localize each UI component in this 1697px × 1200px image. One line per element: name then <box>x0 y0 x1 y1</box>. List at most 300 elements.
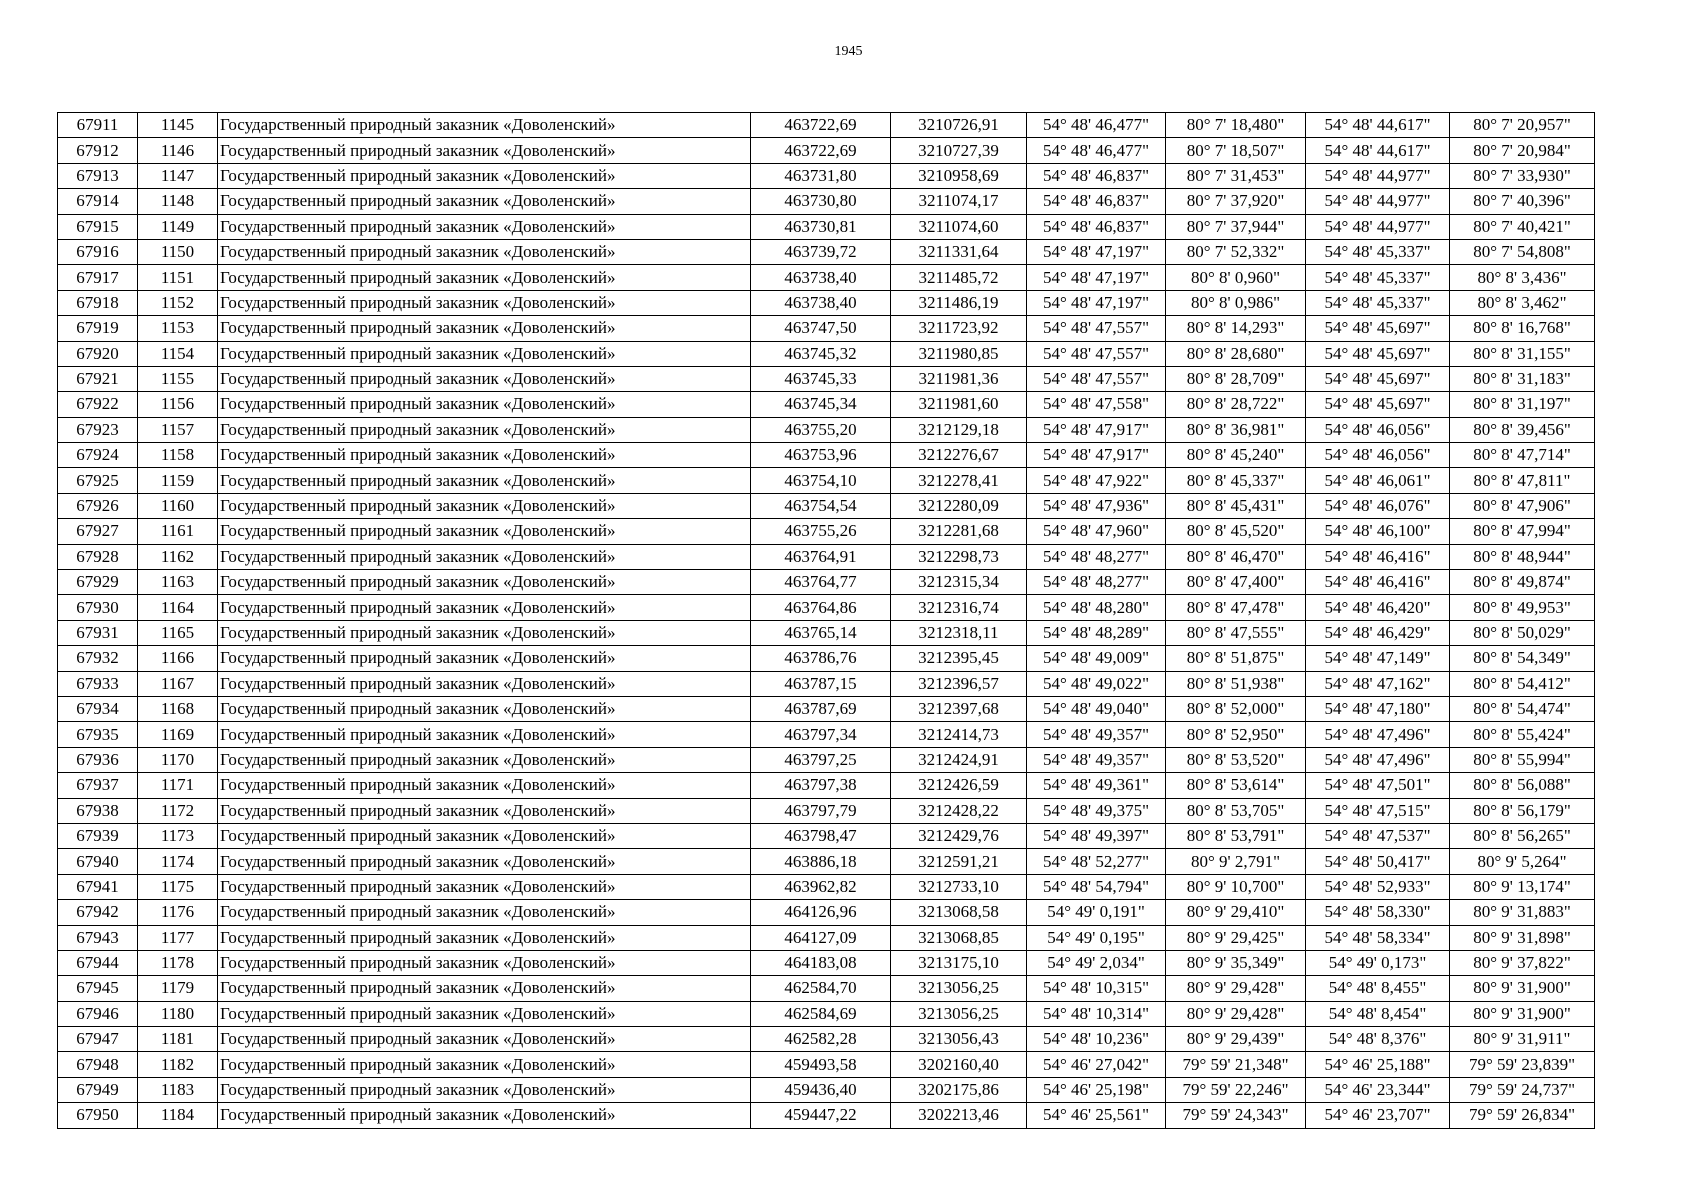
object-name-cell: Государственный природный заказник «Доволенский» <box>218 1027 751 1052</box>
longitude-2-cell: 80° 8' 47,906" <box>1450 493 1595 518</box>
table-row <box>58 570 1595 595</box>
longitude-2-cell: 79° 59' 23,839" <box>1450 1052 1595 1077</box>
x-coordinate-cell: 462584,70 <box>751 976 891 1001</box>
y-coordinate-cell: 3213068,85 <box>891 925 1027 950</box>
latitude-2-cell: 54° 48' 46,076" <box>1306 493 1450 518</box>
y-coordinate-cell: 3211981,36 <box>891 366 1027 391</box>
latitude-2-cell: 54° 48' 45,697" <box>1306 316 1450 341</box>
longitude-2-cell: 80° 9' 31,898" <box>1450 925 1595 950</box>
latitude-2-cell: 54° 48' 45,697" <box>1306 392 1450 417</box>
longitude-2-cell: 80° 8' 47,714" <box>1450 443 1595 468</box>
latitude-1-cell: 54° 48' 47,557" <box>1027 366 1166 391</box>
longitude-2-cell: 80° 8' 54,412" <box>1450 671 1595 696</box>
latitude-2-cell: 54° 48' 45,697" <box>1306 366 1450 391</box>
object-name-cell: Государственный природный заказник «Доволенский» <box>218 570 751 595</box>
row-id-cell: 67924 <box>58 443 138 468</box>
table-row <box>58 925 1595 950</box>
y-coordinate-cell: 3213056,43 <box>891 1027 1027 1052</box>
latitude-2-cell: 54° 48' 46,056" <box>1306 443 1450 468</box>
latitude-2-cell: 54° 48' 8,455" <box>1306 976 1450 1001</box>
object-name-cell: Государственный природный заказник «Доволенский» <box>218 138 751 163</box>
object-name-cell: Государственный природный заказник «Доволенский» <box>218 239 751 264</box>
latitude-1-cell: 54° 48' 10,315" <box>1027 976 1166 1001</box>
y-coordinate-cell: 3212396,57 <box>891 671 1027 696</box>
row-id-cell: 67917 <box>58 265 138 290</box>
latitude-2-cell: 54° 48' 47,496" <box>1306 747 1450 772</box>
object-name-cell: Государственный природный заказник «Доволенский» <box>218 823 751 848</box>
latitude-1-cell: 54° 48' 47,922" <box>1027 468 1166 493</box>
longitude-2-cell: 80° 8' 55,424" <box>1450 722 1595 747</box>
object-name-cell: Государственный природный заказник «Доволенский» <box>218 722 751 747</box>
point-number-cell: 1148 <box>138 189 218 214</box>
longitude-2-cell: 80° 8' 39,456" <box>1450 417 1595 442</box>
longitude-1-cell: 80° 9' 2,791" <box>1166 849 1306 874</box>
point-number-cell: 1160 <box>138 493 218 518</box>
latitude-2-cell: 54° 48' 58,334" <box>1306 925 1450 950</box>
latitude-1-cell: 54° 48' 47,197" <box>1027 239 1166 264</box>
point-number-cell: 1178 <box>138 950 218 975</box>
x-coordinate-cell: 463797,79 <box>751 798 891 823</box>
x-coordinate-cell: 463755,20 <box>751 417 891 442</box>
latitude-2-cell: 54° 48' 8,376" <box>1306 1027 1450 1052</box>
y-coordinate-cell: 3212426,59 <box>891 773 1027 798</box>
x-coordinate-cell: 463722,69 <box>751 113 891 138</box>
point-number-cell: 1150 <box>138 239 218 264</box>
object-name-cell: Государственный природный заказник «Доволенский» <box>218 366 751 391</box>
longitude-2-cell: 80° 8' 3,436" <box>1450 265 1595 290</box>
x-coordinate-cell: 463730,80 <box>751 189 891 214</box>
longitude-2-cell: 80° 7' 20,984" <box>1450 138 1595 163</box>
table-row <box>58 798 1595 823</box>
longitude-1-cell: 80° 8' 51,875" <box>1166 646 1306 671</box>
y-coordinate-cell: 3212591,21 <box>891 849 1027 874</box>
longitude-2-cell: 80° 9' 31,911" <box>1450 1027 1595 1052</box>
x-coordinate-cell: 463764,77 <box>751 570 891 595</box>
longitude-1-cell: 80° 8' 45,240" <box>1166 443 1306 468</box>
row-id-cell: 67943 <box>58 925 138 950</box>
row-id-cell: 67918 <box>58 290 138 315</box>
latitude-2-cell: 54° 48' 46,416" <box>1306 544 1450 569</box>
latitude-1-cell: 54° 48' 49,375" <box>1027 798 1166 823</box>
y-coordinate-cell: 3211723,92 <box>891 316 1027 341</box>
table-row <box>58 138 1595 163</box>
object-name-cell: Государственный природный заказник «Доволенский» <box>218 671 751 696</box>
x-coordinate-cell: 459493,58 <box>751 1052 891 1077</box>
longitude-1-cell: 80° 7' 37,944" <box>1166 214 1306 239</box>
point-number-cell: 1172 <box>138 798 218 823</box>
row-id-cell: 67928 <box>58 544 138 569</box>
object-name-cell: Государственный природный заказник «Доволенский» <box>218 1077 751 1102</box>
point-number-cell: 1153 <box>138 316 218 341</box>
latitude-1-cell: 54° 48' 47,936" <box>1027 493 1166 518</box>
latitude-1-cell: 54° 46' 25,198" <box>1027 1077 1166 1102</box>
longitude-2-cell: 80° 8' 47,994" <box>1450 519 1595 544</box>
latitude-1-cell: 54° 48' 47,960" <box>1027 519 1166 544</box>
table-row <box>58 1027 1595 1052</box>
table-row <box>58 620 1595 645</box>
longitude-2-cell: 79° 59' 26,834" <box>1450 1103 1595 1128</box>
latitude-1-cell: 54° 48' 49,009" <box>1027 646 1166 671</box>
longitude-1-cell: 80° 8' 47,478" <box>1166 595 1306 620</box>
longitude-2-cell: 80° 8' 56,179" <box>1450 798 1595 823</box>
latitude-1-cell: 54° 48' 47,558" <box>1027 392 1166 417</box>
longitude-2-cell: 80° 9' 13,174" <box>1450 874 1595 899</box>
point-number-cell: 1174 <box>138 849 218 874</box>
latitude-2-cell: 54° 48' 44,617" <box>1306 138 1450 163</box>
latitude-1-cell: 54° 49' 0,195" <box>1027 925 1166 950</box>
longitude-2-cell: 80° 8' 56,265" <box>1450 823 1595 848</box>
x-coordinate-cell: 463745,34 <box>751 392 891 417</box>
table-row <box>58 1077 1595 1102</box>
longitude-2-cell: 80° 9' 37,822" <box>1450 950 1595 975</box>
latitude-2-cell: 54° 48' 8,454" <box>1306 1001 1450 1026</box>
longitude-2-cell: 80° 7' 20,957" <box>1450 113 1595 138</box>
table-row <box>58 493 1595 518</box>
row-id-cell: 67921 <box>58 366 138 391</box>
point-number-cell: 1169 <box>138 722 218 747</box>
longitude-1-cell: 80° 9' 29,439" <box>1166 1027 1306 1052</box>
page-number: 1945 <box>834 44 863 59</box>
y-coordinate-cell: 3212281,68 <box>891 519 1027 544</box>
latitude-1-cell: 54° 48' 54,794" <box>1027 874 1166 899</box>
table-row <box>58 950 1595 975</box>
point-number-cell: 1161 <box>138 519 218 544</box>
x-coordinate-cell: 459436,40 <box>751 1077 891 1102</box>
longitude-1-cell: 80° 8' 46,470" <box>1166 544 1306 569</box>
point-number-cell: 1157 <box>138 417 218 442</box>
point-number-cell: 1180 <box>138 1001 218 1026</box>
longitude-1-cell: 80° 8' 52,000" <box>1166 696 1306 721</box>
latitude-2-cell: 54° 48' 58,330" <box>1306 900 1450 925</box>
latitude-1-cell: 54° 48' 49,357" <box>1027 722 1166 747</box>
object-name-cell: Государственный природный заказник «Доволенский» <box>218 443 751 468</box>
table-row <box>58 341 1595 366</box>
point-number-cell: 1145 <box>138 113 218 138</box>
latitude-2-cell: 54° 48' 47,162" <box>1306 671 1450 696</box>
row-id-cell: 67929 <box>58 570 138 595</box>
table-row <box>58 290 1595 315</box>
longitude-2-cell: 80° 7' 40,421" <box>1450 214 1595 239</box>
point-number-cell: 1170 <box>138 747 218 772</box>
latitude-2-cell: 54° 48' 45,697" <box>1306 341 1450 366</box>
longitude-1-cell: 80° 8' 47,400" <box>1166 570 1306 595</box>
x-coordinate-cell: 463747,50 <box>751 316 891 341</box>
x-coordinate-cell: 463765,14 <box>751 620 891 645</box>
latitude-2-cell: 54° 48' 46,061" <box>1306 468 1450 493</box>
row-id-cell: 67937 <box>58 773 138 798</box>
latitude-1-cell: 54° 48' 47,917" <box>1027 417 1166 442</box>
table-row <box>58 1052 1595 1077</box>
longitude-1-cell: 80° 8' 51,938" <box>1166 671 1306 696</box>
object-name-cell: Государственный природный заказник «Доволенский» <box>218 1001 751 1026</box>
y-coordinate-cell: 3212316,74 <box>891 595 1027 620</box>
table-row <box>58 519 1595 544</box>
object-name-cell: Государственный природный заказник «Доволенский» <box>218 950 751 975</box>
x-coordinate-cell: 463787,69 <box>751 696 891 721</box>
row-id-cell: 67926 <box>58 493 138 518</box>
coordinates-table <box>57 112 1595 1129</box>
latitude-2-cell: 54° 48' 50,417" <box>1306 849 1450 874</box>
x-coordinate-cell: 463962,82 <box>751 874 891 899</box>
x-coordinate-cell: 464126,96 <box>751 900 891 925</box>
point-number-cell: 1175 <box>138 874 218 899</box>
point-number-cell: 1162 <box>138 544 218 569</box>
y-coordinate-cell: 3202175,86 <box>891 1077 1027 1102</box>
longitude-1-cell: 80° 9' 29,425" <box>1166 925 1306 950</box>
row-id-cell: 67930 <box>58 595 138 620</box>
object-name-cell: Государственный природный заказник «Доволенский» <box>218 696 751 721</box>
y-coordinate-cell: 3212424,91 <box>891 747 1027 772</box>
latitude-2-cell: 54° 46' 23,707" <box>1306 1103 1450 1128</box>
point-number-cell: 1183 <box>138 1077 218 1102</box>
row-id-cell: 67933 <box>58 671 138 696</box>
y-coordinate-cell: 3213056,25 <box>891 976 1027 1001</box>
table-row <box>58 823 1595 848</box>
longitude-1-cell: 79° 59' 21,348" <box>1166 1052 1306 1077</box>
y-coordinate-cell: 3211331,64 <box>891 239 1027 264</box>
longitude-2-cell: 80° 7' 33,930" <box>1450 163 1595 188</box>
row-id-cell: 67938 <box>58 798 138 823</box>
row-id-cell: 67940 <box>58 849 138 874</box>
table-row <box>58 544 1595 569</box>
point-number-cell: 1165 <box>138 620 218 645</box>
longitude-1-cell: 80° 8' 45,337" <box>1166 468 1306 493</box>
x-coordinate-cell: 462584,69 <box>751 1001 891 1026</box>
table-row <box>58 773 1595 798</box>
latitude-1-cell: 54° 49' 2,034" <box>1027 950 1166 975</box>
x-coordinate-cell: 463754,54 <box>751 493 891 518</box>
y-coordinate-cell: 3213175,10 <box>891 950 1027 975</box>
table-row <box>58 595 1595 620</box>
object-name-cell: Государственный природный заказник «Доволенский» <box>218 900 751 925</box>
x-coordinate-cell: 463754,10 <box>751 468 891 493</box>
row-id-cell: 67932 <box>58 646 138 671</box>
longitude-2-cell: 80° 7' 40,396" <box>1450 189 1595 214</box>
longitude-2-cell: 80° 9' 31,900" <box>1450 976 1595 1001</box>
latitude-1-cell: 54° 48' 47,197" <box>1027 290 1166 315</box>
x-coordinate-cell: 464183,08 <box>751 950 891 975</box>
point-number-cell: 1173 <box>138 823 218 848</box>
x-coordinate-cell: 463798,47 <box>751 823 891 848</box>
row-id-cell: 67911 <box>58 113 138 138</box>
x-coordinate-cell: 463745,33 <box>751 366 891 391</box>
row-id-cell: 67913 <box>58 163 138 188</box>
x-coordinate-cell: 463738,40 <box>751 290 891 315</box>
latitude-2-cell: 54° 48' 44,617" <box>1306 113 1450 138</box>
latitude-2-cell: 54° 48' 46,420" <box>1306 595 1450 620</box>
longitude-2-cell: 80° 8' 48,944" <box>1450 544 1595 569</box>
latitude-2-cell: 54° 48' 47,149" <box>1306 646 1450 671</box>
x-coordinate-cell: 463797,38 <box>751 773 891 798</box>
latitude-1-cell: 54° 48' 46,477" <box>1027 113 1166 138</box>
object-name-cell: Государственный природный заказник «Доволенский» <box>218 290 751 315</box>
row-id-cell: 67936 <box>58 747 138 772</box>
latitude-1-cell: 54° 48' 48,280" <box>1027 595 1166 620</box>
longitude-1-cell: 80° 8' 47,555" <box>1166 620 1306 645</box>
table-row <box>58 722 1595 747</box>
latitude-2-cell: 54° 48' 46,429" <box>1306 620 1450 645</box>
row-id-cell: 67947 <box>58 1027 138 1052</box>
row-id-cell: 67935 <box>58 722 138 747</box>
latitude-2-cell: 54° 48' 47,496" <box>1306 722 1450 747</box>
x-coordinate-cell: 463764,86 <box>751 595 891 620</box>
point-number-cell: 1149 <box>138 214 218 239</box>
latitude-1-cell: 54° 46' 27,042" <box>1027 1052 1166 1077</box>
row-id-cell: 67923 <box>58 417 138 442</box>
row-id-cell: 67945 <box>58 976 138 1001</box>
y-coordinate-cell: 3211485,72 <box>891 265 1027 290</box>
point-number-cell: 1146 <box>138 138 218 163</box>
y-coordinate-cell: 3211074,17 <box>891 189 1027 214</box>
latitude-2-cell: 54° 48' 45,337" <box>1306 290 1450 315</box>
object-name-cell: Государственный природный заказник «Доволенский» <box>218 976 751 1001</box>
latitude-2-cell: 54° 48' 44,977" <box>1306 163 1450 188</box>
table-row <box>58 189 1595 214</box>
point-number-cell: 1147 <box>138 163 218 188</box>
point-number-cell: 1182 <box>138 1052 218 1077</box>
latitude-1-cell: 54° 48' 49,022" <box>1027 671 1166 696</box>
point-number-cell: 1163 <box>138 570 218 595</box>
latitude-1-cell: 54° 48' 10,236" <box>1027 1027 1166 1052</box>
longitude-2-cell: 80° 8' 54,349" <box>1450 646 1595 671</box>
table-row <box>58 265 1595 290</box>
longitude-1-cell: 79° 59' 24,343" <box>1166 1103 1306 1128</box>
latitude-2-cell: 54° 48' 44,977" <box>1306 214 1450 239</box>
point-number-cell: 1177 <box>138 925 218 950</box>
latitude-2-cell: 54° 46' 25,188" <box>1306 1052 1450 1077</box>
longitude-2-cell: 80° 8' 50,029" <box>1450 620 1595 645</box>
object-name-cell: Государственный природный заказник «Доволенский» <box>218 214 751 239</box>
object-name-cell: Государственный природный заказник «Доволенский» <box>218 874 751 899</box>
y-coordinate-cell: 3212395,45 <box>891 646 1027 671</box>
table-row <box>58 1001 1595 1026</box>
object-name-cell: Государственный природный заказник «Доволенский» <box>218 519 751 544</box>
y-coordinate-cell: 3212428,22 <box>891 798 1027 823</box>
latitude-2-cell: 54° 48' 45,337" <box>1306 239 1450 264</box>
latitude-1-cell: 54° 48' 47,557" <box>1027 341 1166 366</box>
row-id-cell: 67948 <box>58 1052 138 1077</box>
longitude-2-cell: 80° 8' 31,183" <box>1450 366 1595 391</box>
table-row <box>58 900 1595 925</box>
longitude-1-cell: 80° 8' 0,960" <box>1166 265 1306 290</box>
latitude-1-cell: 54° 48' 48,289" <box>1027 620 1166 645</box>
point-number-cell: 1179 <box>138 976 218 1001</box>
y-coordinate-cell: 3212733,10 <box>891 874 1027 899</box>
longitude-2-cell: 80° 7' 54,808" <box>1450 239 1595 264</box>
row-id-cell: 67920 <box>58 341 138 366</box>
x-coordinate-cell: 463731,80 <box>751 163 891 188</box>
row-id-cell: 67939 <box>58 823 138 848</box>
row-id-cell: 67914 <box>58 189 138 214</box>
x-coordinate-cell: 463755,26 <box>751 519 891 544</box>
table-row <box>58 696 1595 721</box>
object-name-cell: Государственный природный заказник «Доволенский» <box>218 849 751 874</box>
y-coordinate-cell: 3212278,41 <box>891 468 1027 493</box>
longitude-1-cell: 80° 8' 53,791" <box>1166 823 1306 848</box>
table-row <box>58 417 1595 442</box>
y-coordinate-cell: 3202213,46 <box>891 1103 1027 1128</box>
latitude-1-cell: 54° 49' 0,191" <box>1027 900 1166 925</box>
table-row <box>58 849 1595 874</box>
y-coordinate-cell: 3211980,85 <box>891 341 1027 366</box>
longitude-1-cell: 80° 8' 53,520" <box>1166 747 1306 772</box>
x-coordinate-cell: 463797,25 <box>751 747 891 772</box>
longitude-2-cell: 80° 8' 16,768" <box>1450 316 1595 341</box>
x-coordinate-cell: 463730,81 <box>751 214 891 239</box>
object-name-cell: Государственный природный заказник «Доволенский» <box>218 595 751 620</box>
x-coordinate-cell: 463786,76 <box>751 646 891 671</box>
longitude-1-cell: 80° 7' 18,480" <box>1166 113 1306 138</box>
object-name-cell: Государственный природный заказник «Доволенский» <box>218 493 751 518</box>
longitude-1-cell: 80° 9' 29,428" <box>1166 1001 1306 1026</box>
longitude-1-cell: 80° 8' 14,293" <box>1166 316 1306 341</box>
longitude-1-cell: 80° 9' 29,428" <box>1166 976 1306 1001</box>
object-name-cell: Государственный природный заказник «Доволенский» <box>218 646 751 671</box>
object-name-cell: Государственный природный заказник «Доволенский» <box>218 163 751 188</box>
object-name-cell: Государственный природный заказник «Доволенский» <box>218 316 751 341</box>
latitude-1-cell: 54° 48' 48,277" <box>1027 570 1166 595</box>
longitude-2-cell: 80° 8' 55,994" <box>1450 747 1595 772</box>
y-coordinate-cell: 3211486,19 <box>891 290 1027 315</box>
latitude-1-cell: 54° 48' 10,314" <box>1027 1001 1166 1026</box>
row-id-cell: 67922 <box>58 392 138 417</box>
table-row <box>58 1103 1595 1128</box>
latitude-2-cell: 54° 48' 46,056" <box>1306 417 1450 442</box>
x-coordinate-cell: 463753,96 <box>751 443 891 468</box>
point-number-cell: 1184 <box>138 1103 218 1128</box>
table-row <box>58 443 1595 468</box>
longitude-1-cell: 80° 7' 37,920" <box>1166 189 1306 214</box>
row-id-cell: 67950 <box>58 1103 138 1128</box>
y-coordinate-cell: 3211074,60 <box>891 214 1027 239</box>
row-id-cell: 67915 <box>58 214 138 239</box>
y-coordinate-cell: 3210727,39 <box>891 138 1027 163</box>
row-id-cell: 67949 <box>58 1077 138 1102</box>
table-row <box>58 874 1595 899</box>
row-id-cell: 67916 <box>58 239 138 264</box>
latitude-2-cell: 54° 48' 47,180" <box>1306 696 1450 721</box>
table-body <box>58 113 1595 1129</box>
longitude-2-cell: 80° 8' 31,155" <box>1450 341 1595 366</box>
object-name-cell: Государственный природный заказник «Доволенский» <box>218 925 751 950</box>
x-coordinate-cell: 463738,40 <box>751 265 891 290</box>
x-coordinate-cell: 463886,18 <box>751 849 891 874</box>
table-row <box>58 366 1595 391</box>
y-coordinate-cell: 3212315,34 <box>891 570 1027 595</box>
latitude-1-cell: 54° 48' 46,837" <box>1027 189 1166 214</box>
longitude-1-cell: 80° 8' 28,709" <box>1166 366 1306 391</box>
longitude-2-cell: 80° 9' 5,264" <box>1450 849 1595 874</box>
row-id-cell: 67919 <box>58 316 138 341</box>
row-id-cell: 67931 <box>58 620 138 645</box>
object-name-cell: Государственный природный заказник «Доволенский» <box>218 747 751 772</box>
object-name-cell: Государственный природный заказник «Доволенский» <box>218 265 751 290</box>
latitude-1-cell: 54° 48' 49,040" <box>1027 696 1166 721</box>
latitude-1-cell: 54° 48' 46,837" <box>1027 163 1166 188</box>
object-name-cell: Государственный природный заказник «Доволенский» <box>218 544 751 569</box>
latitude-1-cell: 54° 48' 46,477" <box>1027 138 1166 163</box>
latitude-2-cell: 54° 46' 23,344" <box>1306 1077 1450 1102</box>
longitude-1-cell: 80° 7' 31,453" <box>1166 163 1306 188</box>
point-number-cell: 1158 <box>138 443 218 468</box>
longitude-1-cell: 80° 9' 29,410" <box>1166 900 1306 925</box>
point-number-cell: 1155 <box>138 366 218 391</box>
x-coordinate-cell: 462582,28 <box>751 1027 891 1052</box>
row-id-cell: 67944 <box>58 950 138 975</box>
longitude-2-cell: 80° 8' 49,953" <box>1450 595 1595 620</box>
latitude-1-cell: 54° 48' 52,277" <box>1027 849 1166 874</box>
point-number-cell: 1151 <box>138 265 218 290</box>
